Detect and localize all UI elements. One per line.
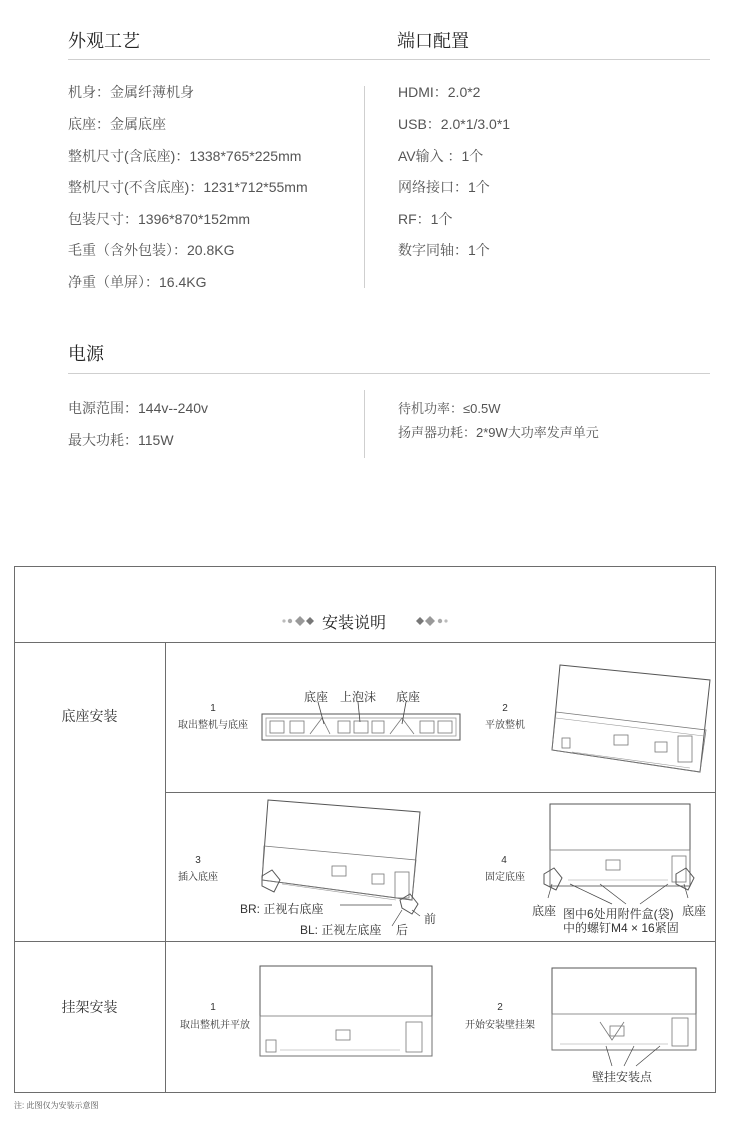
step-text: 插入底座 bbox=[178, 872, 218, 883]
spec-package-size: 包装尺寸：1396*870*152mm bbox=[68, 211, 251, 227]
step-text: 平放整机 bbox=[485, 720, 525, 731]
label-front: 前 bbox=[424, 912, 437, 926]
power-max: 最大功耗：115W bbox=[68, 432, 174, 448]
spec-size-without-base: 整机尺寸(不含底座)：1231*712*55mm bbox=[68, 179, 308, 195]
step-text: 取出整机并平放 bbox=[180, 1020, 250, 1031]
spec-net-weight: 净重（单屏）：16.4KG bbox=[68, 274, 207, 290]
label-s4-base-right: 底座 bbox=[682, 904, 707, 918]
step-number: 2 bbox=[497, 1002, 503, 1013]
port-coaxial: 数字同轴：1个 bbox=[398, 242, 490, 258]
port-av: AV输入 ：1个 bbox=[398, 148, 484, 164]
power-speaker: 扬声器功耗：2*9W大功率发声单元 bbox=[398, 425, 599, 440]
footnote: 注: 此图仅为安装示意图 bbox=[14, 1101, 99, 1110]
spec-body: 机身：金属纤薄机身 bbox=[68, 84, 194, 100]
label-base-right: 底座 bbox=[396, 690, 421, 704]
power-title: 电源 bbox=[68, 344, 104, 364]
power-standby: 待机功率：≤0.5W bbox=[398, 401, 501, 416]
label-mount-point: 壁挂安装点 bbox=[592, 1070, 653, 1084]
step-number: 2 bbox=[502, 703, 508, 714]
step-text: 取出整机与底座 bbox=[178, 720, 248, 731]
step-number: 1 bbox=[210, 703, 216, 714]
step-number: 4 bbox=[501, 855, 507, 866]
label-s4-screws-2: 中的螺钉M4 × 16紧固 bbox=[563, 921, 679, 935]
port-network: 网络接口：1个 bbox=[398, 179, 490, 195]
label-top-foam: 上泡沫 bbox=[340, 690, 377, 704]
step-number: 1 bbox=[210, 1002, 216, 1013]
port-hdmi: HDMI：2.0*2 bbox=[398, 84, 481, 100]
row-label-wall-mount: 挂架安装 bbox=[61, 999, 118, 1015]
power-range: 电源范围：144v--240v bbox=[68, 400, 209, 416]
label-back: 后 bbox=[396, 923, 409, 937]
label-s4-screws-1: 图中6处用附件盒(袋) bbox=[563, 907, 674, 921]
label-bl: BL: 正视左底座 bbox=[300, 923, 382, 937]
step-text: 开始安装壁挂架 bbox=[465, 1020, 535, 1031]
step-text: 固定底座 bbox=[485, 872, 525, 883]
install-title: 安装说明 bbox=[322, 615, 387, 632]
port-usb: USB：2.0*1/3.0*1 bbox=[398, 116, 511, 132]
port-rf: RF：1个 bbox=[398, 211, 453, 227]
label-s4-base-left: 底座 bbox=[532, 904, 557, 918]
step-number: 3 bbox=[195, 855, 201, 866]
appearance-title: 外观工艺 bbox=[68, 31, 140, 51]
spec-base: 底座：金属底座 bbox=[68, 116, 166, 132]
label-br: BR: 正视右底座 bbox=[240, 902, 324, 916]
label-base-left: 底座 bbox=[304, 690, 329, 704]
spec-gross-weight: 毛重（含外包装）：20.8KG bbox=[68, 242, 235, 258]
ports-title: 端口配置 bbox=[397, 31, 469, 51]
spec-size-with-base: 整机尺寸(含底座)：1338*765*225mm bbox=[68, 148, 302, 164]
row-label-base-install: 底座安装 bbox=[61, 708, 118, 724]
